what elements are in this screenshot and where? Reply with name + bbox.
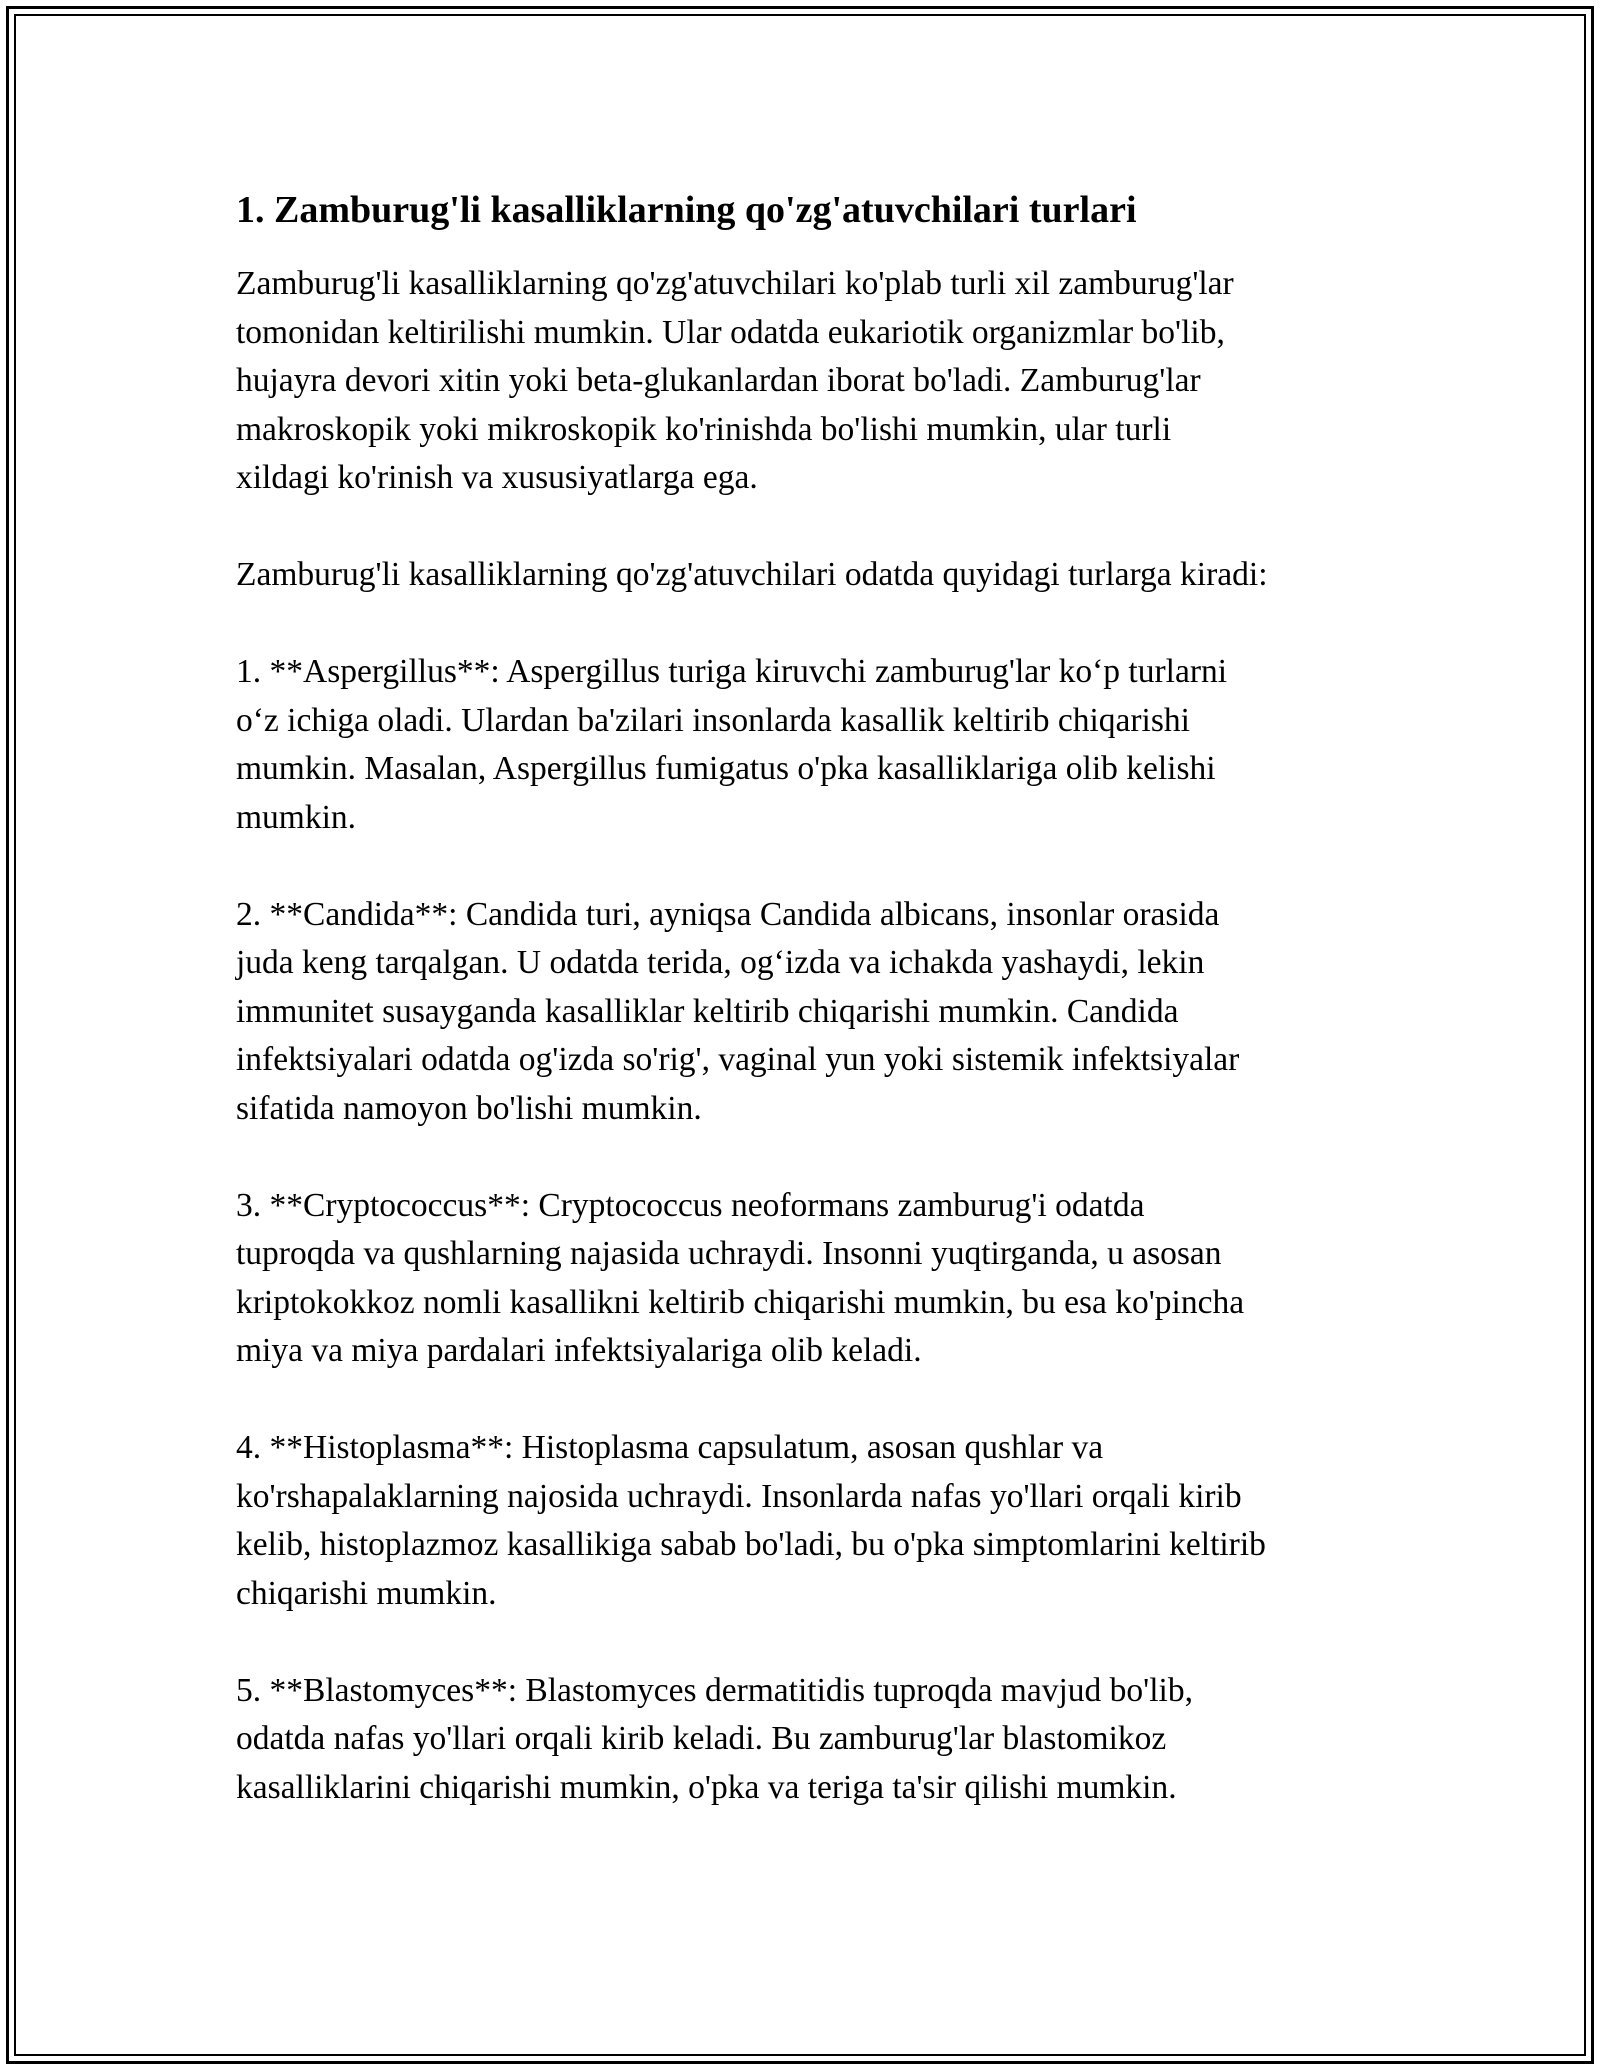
- intro-paragraph: Zamburug'li kasalliklarning qo'zg'atuvchilari ko'plab turli xil zamburug'lar tomonidan keltirilishi mumkin. Ular odatda eukariotik organizmlar bo'lib, hujayra devori xitin yoki beta-glukanlardan iborat bo'ladi. Zamburug'lar makroskopik yoki mikroskopik ko'rinishda bo'lishi mumkin, ular turli xildagi ko'rinish va xususiyatlarga ega.: [236, 265, 1234, 496]
- histoplasma-paragraph: 4. **Histoplasma**: Histoplasma capsulatum, asosan qushlar va ko'rshapalaklarning najosida uchraydi. Insonlarda nafas yo'llari orqali kirib kelib, histoplazmoz kasallikiga sabab bo'ladi, bu o'pka simptomlarini keltirib chiqarishi mumkin.: [236, 1429, 1266, 1612]
- aspergillus-paragraph: 1. **Aspergillus**: Aspergillus turiga kiruvchi zamburug'lar ko‘p turlarni o‘z ichiga oladi. Ulardan ba'zilari insonlarda kasallik keltirib chiqarishi mumkin. Masalan, Aspergillus fumigatus o'pka kasalliklariga olib kelishi mumkin.: [236, 653, 1228, 836]
- candida-paragraph: 2. **Candida**: Candida turi, ayniqsa Candida albicans, insonlar orasida juda keng tarqalgan. U odatda terida, og‘izda va ichakda yashaydi, lekin immunitet susayganda kasalliklar keltirib chiqarishi mumkin. Candida infektsiyalari odatda og'izda so'rig', vaginal yun yoki sistemik infektsiyalar sifatida namoyon bo'lishi mumkin.: [236, 895, 1240, 1127]
- cryptococcus-paragraph: 3. **Cryptococcus**: Cryptococcus neoformans zamburug'i odatda tuproqda va qushlarning najasida uchraydi. Insonni yuqtirganda, u asosan kriptokokkoz nomli kasallikni keltirib chiqarishi mumkin, bu esa ko'pincha miya va miya pardalari infektsiyalariga olib keladi.: [236, 1186, 1245, 1369]
- blastomyces-paragraph: 5. **Blastomyces**: Blastomyces dermatitidis tuproqda mavjud bo'lib, odatda nafas yo'llari orqali kirib keladi. Bu zamburug'lar blastomikoz kasalliklarini chiqarishi mumkin, o'pka va teriga ta'sir qilishi mumkin.: [236, 1671, 1193, 1806]
- document-body: [236, 186, 1386, 1861]
- document-title: 1. Zamburug'li kasalliklarning qo'zg'atuvchilari turlari: [236, 189, 1137, 231]
- types-intro-paragraph: Zamburug'li kasalliklarning qo'zg'atuvchilari odatda quyidagi turlarga kiradi:: [236, 556, 1268, 593]
